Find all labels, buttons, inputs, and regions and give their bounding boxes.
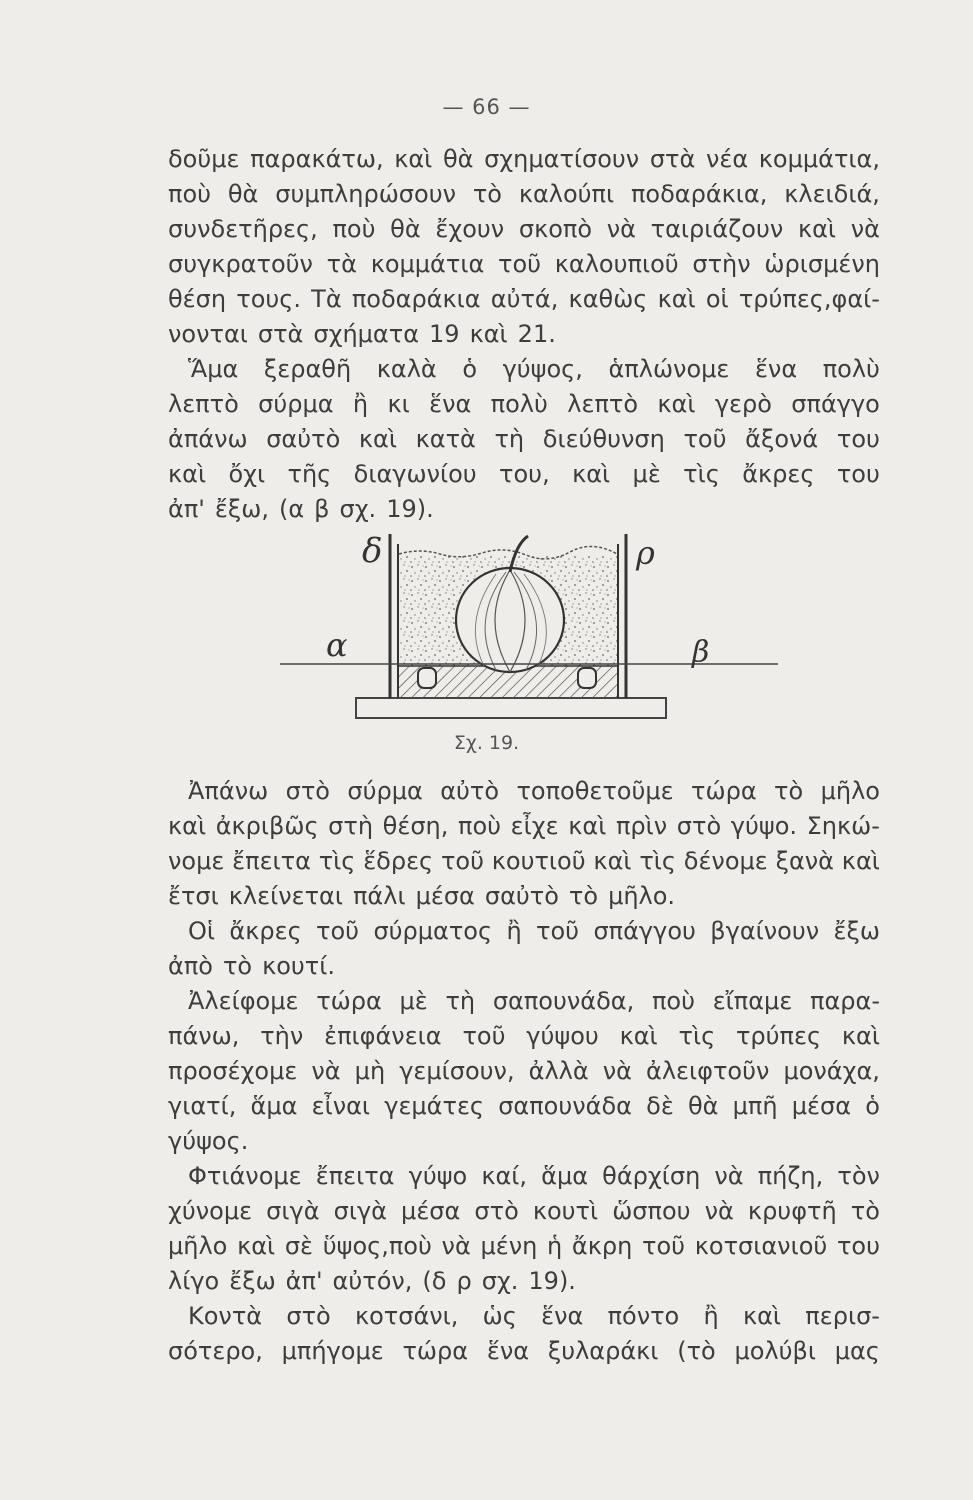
text-line: προσέχομε νὰ μὴ γεμίσουν, ἀλλὰ νὰ ἀλειφτοῦν μονάχα, bbox=[168, 1057, 880, 1085]
text-line: νομε ἔπειτα τὶς ἕδρες τοῦ κουτιοῦ καὶ τὶς δένομε ξανὰ καὶ bbox=[168, 847, 880, 875]
text-line: ἀπάνω σαὐτὸ καὶ κατὰ τὴ διεύθυνση τοῦ ἄξονά του bbox=[168, 425, 880, 453]
paragraph-top bbox=[168, 142, 880, 527]
peg-right bbox=[578, 668, 596, 688]
text-line: λεπτὸ σύρμα ἢ κι ἕνα πολὺ λεπτὸ καὶ γερὸ σπάγγο bbox=[168, 390, 880, 418]
text-line: συγκρατοῦν τὰ κομμάτια τοῦ καλουπιοῦ στὴν ὡρισμένη bbox=[168, 250, 880, 278]
label-delta: δ bbox=[362, 531, 383, 571]
label-alpha: α bbox=[326, 626, 348, 664]
page-number: — 66 — bbox=[442, 95, 531, 119]
text-line: σότερο, μπήγομε τώρα ἕνα ξυλαράκι (τὸ μολύβι μας bbox=[168, 1337, 880, 1365]
text-line: ποὺ θὰ συμπληρώσουν τὸ καλούπι ποδαράκια, κλειδιά, bbox=[168, 180, 880, 208]
text-line: γιατί, ἅμα εἶναι γεμάτες σαπουνάδα δὲ θὰ μπῆ μέσα ὁ bbox=[168, 1092, 880, 1120]
text-line: μῆλο καὶ σὲ ὕψος,ποὺ νὰ μένη ἡ ἄκρη τοῦ κοτσιανιοῦ του bbox=[168, 1232, 880, 1260]
peg-left bbox=[418, 668, 436, 688]
text-line: χύνομε σιγὰ σιγὰ μέσα στὸ κουτὶ ὥσπου νὰ κρυφτῆ τὸ bbox=[168, 1197, 880, 1225]
text-line: Ἀπάνω στὸ σύρμα αὐτὸ τοποθετοῦμε τώρα τὸ μῆλο bbox=[188, 777, 880, 805]
text-line: δοῦμε παρακάτω, καὶ θὰ σχηματίσουν στὰ νέα κομμάτια, bbox=[168, 145, 880, 173]
figure-caption: Σχ. 19. bbox=[453, 732, 520, 754]
text-line: πάνω, τὴν ἐπιφάνεια τοῦ γύψου καὶ τὶς τρύπες καὶ bbox=[168, 1022, 880, 1050]
paragraph-bottom bbox=[168, 774, 880, 1369]
text-line: ἀπὸ τὸ κουτί. bbox=[168, 952, 336, 980]
text-line: θέση τους. Τὰ ποδαράκια αὐτά, καθὼς καὶ οἱ τρύπες,φαί- bbox=[168, 285, 880, 313]
text-line: γύψος. bbox=[168, 1127, 249, 1155]
text-line: Κοντὰ στὸ κοτσάνι, ὡς ἕνα πόντο ἢ καὶ περισ- bbox=[188, 1302, 880, 1330]
text-line: καὶ ὄχι τῆς διαγωνίου του, καὶ μὲ τὶς ἄκρες του bbox=[168, 460, 880, 488]
text-line: λίγο ἔξω ἀπ' αὐτόν, (δ ρ σχ. 19). bbox=[168, 1267, 576, 1295]
text-line: Οἱ ἄκρες τοῦ σύρματος ἢ τοῦ σπάγγου βγαίνουν ἔξω bbox=[188, 917, 880, 945]
figure-19 bbox=[270, 522, 790, 734]
label-beta: β bbox=[692, 635, 710, 670]
text-line: Ἅμα ξεραθῆ καλὰ ὁ γύψος, ἁπλώνομε ἕνα πολὺ bbox=[188, 355, 880, 383]
label-rho: ρ bbox=[636, 534, 655, 572]
text-line: ἔτσι κλείνεται πάλι μέσα σαὐτὸ τὸ μῆλο. bbox=[168, 882, 676, 910]
text-line: συνδετῆρες, ποὺ θὰ ἔχουν σκοπὸ νὰ ταιριάζουν καὶ νὰ bbox=[168, 215, 880, 243]
text-line: Ἀλείφομε τώρα μὲ τὴ σαπουνάδα, ποὺ εἴπαμε παρα- bbox=[188, 987, 880, 1015]
text-line: Φτιάνομε ἔπειτα γύψο καί, ἅμα θάρχίση νὰ πήζη, τὸν bbox=[188, 1162, 880, 1190]
text-line: ἀπ' ἔξω, (α β σχ. 19). bbox=[168, 495, 434, 523]
text-line: νονται στὰ σχήματα 19 καὶ 21. bbox=[168, 320, 556, 348]
text-line: καὶ ἀκριβῶς στὴ θέση, ποὺ εἶχε καὶ πρὶν στὸ γύψο. Σηκώ- bbox=[168, 812, 880, 840]
base-board bbox=[356, 698, 666, 718]
